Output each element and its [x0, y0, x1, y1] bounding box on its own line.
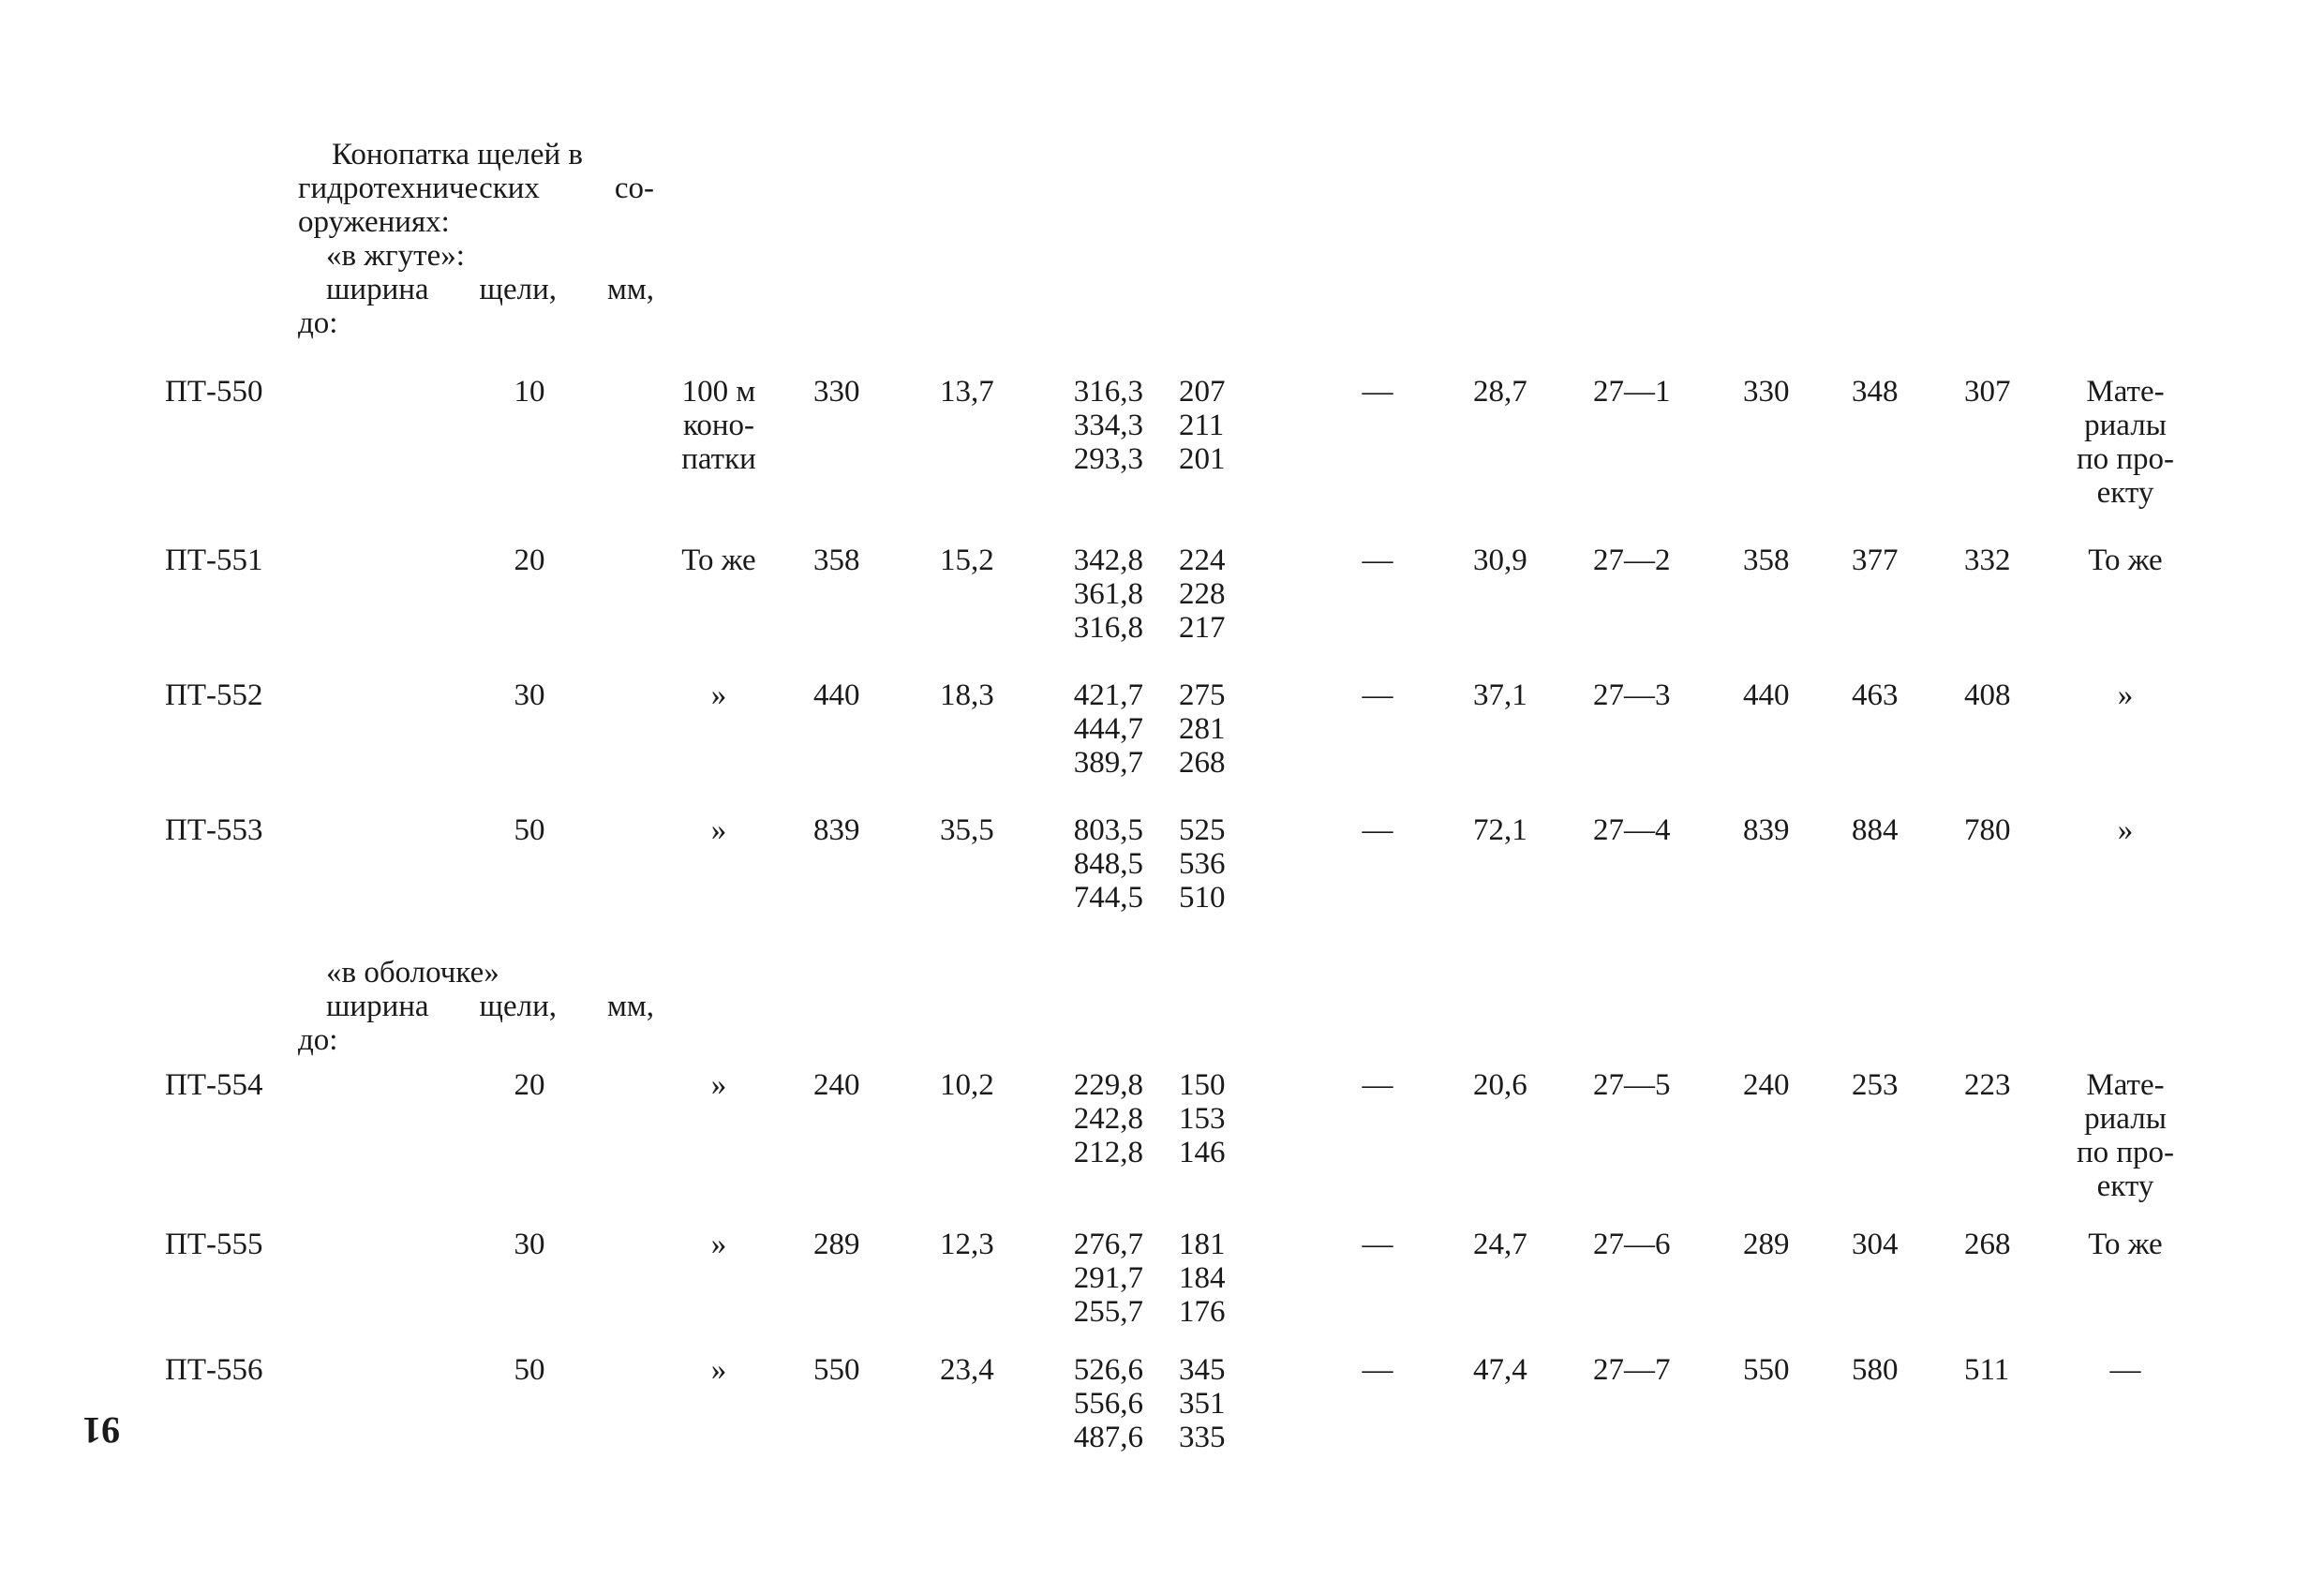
value-col4-line: 176: [1179, 1295, 1226, 1329]
unit-of-measure-line: »: [710, 1353, 727, 1387]
header-line: «в жгуте»:: [326, 239, 465, 273]
unit-of-measure: [653, 678, 784, 712]
value-col3-line: 526,6: [1073, 1353, 1143, 1387]
value-col8: 358: [1743, 543, 1790, 577]
subheader-line: «в оболочке»: [326, 956, 499, 990]
unit-of-measure: [653, 1228, 784, 1261]
value-col2: 15,2: [940, 543, 994, 577]
header-line: оружениях:: [298, 205, 450, 239]
value-col10: 408: [1964, 678, 2011, 712]
value-col6: 20,6: [1473, 1068, 1527, 1102]
value-col4: [1179, 375, 1226, 476]
value-col3-line: 291,7: [1073, 1261, 1143, 1295]
value-col3-line: 444,7: [1073, 712, 1143, 746]
header-line: до:: [298, 306, 338, 340]
row-code: ПТ-552: [165, 678, 263, 712]
value-col4-line: 150: [1179, 1068, 1226, 1102]
value-col8: 289: [1743, 1228, 1790, 1261]
row-code: ПТ-556: [165, 1353, 263, 1387]
value-col3-line: 342,8: [1073, 543, 1143, 577]
value-col10: 511: [1964, 1353, 2010, 1387]
value-col10: 268: [1964, 1228, 2011, 1261]
value-col4: [1179, 678, 1226, 780]
value-col4-line: 146: [1179, 1136, 1226, 1169]
gap-width: 50: [514, 1353, 545, 1387]
reference-code: 27—7: [1593, 1353, 1671, 1387]
header-line: гидротехнических со-: [298, 171, 654, 205]
note: [2050, 375, 2200, 510]
value-col6: 24,7: [1473, 1228, 1527, 1261]
value-col6: 30,9: [1473, 543, 1527, 577]
reference-code: 27—1: [1593, 375, 1671, 409]
value-col3: [1050, 678, 1143, 780]
header-line: Конопатка щелей в: [332, 138, 583, 171]
value-col3: [1050, 1068, 1143, 1169]
value-col1: 330: [813, 375, 860, 409]
note-line: екту: [2096, 476, 2154, 510]
value-col3: [1050, 1353, 1143, 1454]
value-col3-line: 293,3: [1073, 442, 1143, 476]
note-line: То же: [2088, 543, 2163, 577]
value-col2: 12,3: [940, 1228, 994, 1261]
note: [2050, 1228, 2200, 1261]
value-col5: —: [1362, 375, 1393, 409]
unit-of-measure: [653, 375, 784, 476]
row-code: ПТ-555: [165, 1228, 263, 1261]
unit-of-measure: [653, 543, 784, 577]
gap-width: 20: [514, 1068, 545, 1102]
value-col2: 18,3: [940, 678, 994, 712]
subheader-line: до:: [298, 1023, 338, 1057]
unit-of-measure-line: »: [710, 1068, 727, 1102]
note-line: »: [2117, 678, 2134, 712]
header-line: ширина щели, мм,: [326, 273, 654, 306]
value-col3: [1050, 375, 1143, 476]
value-col3: [1050, 813, 1143, 915]
gap-width: 30: [514, 1228, 545, 1261]
value-col1: 240: [813, 1068, 860, 1102]
unit-of-measure-line: патки: [681, 442, 756, 476]
value-col3-line: 316,8: [1073, 611, 1143, 645]
note: [2050, 813, 2200, 847]
value-col4-line: 201: [1179, 442, 1226, 476]
value-col4-line: 228: [1179, 577, 1226, 611]
note-line: по про-: [2076, 1136, 2175, 1169]
reference-code: 27—4: [1593, 813, 1671, 847]
value-col2: 10,2: [940, 1068, 994, 1102]
reference-code: 27—3: [1593, 678, 1671, 712]
value-col3-line: 389,7: [1073, 746, 1143, 780]
value-col4: [1179, 543, 1226, 645]
unit-of-measure: [653, 813, 784, 847]
value-col3-line: 229,8: [1073, 1068, 1143, 1102]
value-col9: 253: [1852, 1068, 1899, 1102]
value-col2: 23,4: [940, 1353, 994, 1387]
note-line: риалы: [2084, 1102, 2167, 1136]
value-col4-line: 335: [1179, 1421, 1226, 1454]
value-col3-line: 421,7: [1073, 678, 1143, 712]
value-col4-line: 184: [1179, 1261, 1226, 1295]
value-col3-line: 255,7: [1073, 1295, 1143, 1329]
note-line: Мате-: [2086, 1068, 2165, 1102]
value-col5: —: [1362, 813, 1393, 847]
note-line: риалы: [2084, 409, 2167, 442]
row-code: ПТ-553: [165, 813, 263, 847]
value-col8: 440: [1743, 678, 1790, 712]
unit-of-measure-line: 100 м: [681, 375, 756, 409]
value-col2: 13,7: [940, 375, 994, 409]
note: [2050, 678, 2200, 712]
note-line: екту: [2096, 1169, 2154, 1203]
value-col4-line: 181: [1179, 1228, 1226, 1261]
value-col9: 884: [1852, 813, 1899, 847]
unit-of-measure-line: »: [710, 813, 727, 847]
note-line: —: [2109, 1353, 2141, 1387]
value-col4-line: 153: [1179, 1102, 1226, 1136]
value-col4-line: 211: [1179, 409, 1225, 442]
value-col1: 440: [813, 678, 860, 712]
note-line: Мате-: [2086, 375, 2165, 409]
value-col5: —: [1362, 1068, 1393, 1102]
note-line: по про-: [2076, 442, 2175, 476]
value-col10: 332: [1964, 543, 2011, 577]
reference-code: 27—2: [1593, 543, 1671, 577]
gap-width: 10: [514, 375, 545, 409]
value-col4-line: 345: [1179, 1353, 1226, 1387]
value-col5: —: [1362, 543, 1393, 577]
row-code: ПТ-554: [165, 1068, 263, 1102]
value-col4-line: 268: [1179, 746, 1226, 780]
value-col4: [1179, 1068, 1226, 1169]
value-col1: 839: [813, 813, 860, 847]
value-col3-line: 316,3: [1073, 375, 1143, 409]
section-header: [298, 138, 654, 340]
value-col8: 330: [1743, 375, 1790, 409]
value-col2: 35,5: [940, 813, 994, 847]
unit-of-measure-line: »: [710, 1228, 727, 1261]
value-col9: 348: [1852, 375, 1899, 409]
unit-of-measure-line: То же: [681, 543, 756, 577]
value-col3: [1050, 1228, 1143, 1329]
reference-code: 27—5: [1593, 1068, 1671, 1102]
value-col4-line: 536: [1179, 847, 1226, 881]
value-col3-line: 212,8: [1073, 1136, 1143, 1169]
value-col1: 289: [813, 1228, 860, 1261]
value-col8: 240: [1743, 1068, 1790, 1102]
unit-of-measure: [653, 1353, 784, 1387]
value-col1: 550: [813, 1353, 860, 1387]
value-col4-line: 217: [1179, 611, 1226, 645]
value-col5: —: [1362, 678, 1393, 712]
row-code: ПТ-551: [165, 543, 263, 577]
value-col6: 47,4: [1473, 1353, 1527, 1387]
value-col3: [1050, 543, 1143, 645]
value-col9: 580: [1852, 1353, 1899, 1387]
value-col5: —: [1362, 1353, 1393, 1387]
value-col6: 37,1: [1473, 678, 1527, 712]
value-col9: 377: [1852, 543, 1899, 577]
note: [2050, 1068, 2200, 1203]
note-line: »: [2117, 813, 2134, 847]
value-col4-line: 525: [1179, 813, 1226, 847]
value-col9: 463: [1852, 678, 1899, 712]
value-col4-line: 275: [1179, 678, 1226, 712]
value-col4-line: 510: [1179, 881, 1226, 915]
value-col4: [1179, 1353, 1226, 1454]
value-col10: 780: [1964, 813, 2011, 847]
value-col3-line: 334,3: [1073, 409, 1143, 442]
value-col4-line: 207: [1179, 375, 1226, 409]
value-col4-line: 281: [1179, 712, 1226, 746]
gap-width: 30: [514, 678, 545, 712]
note-line: То же: [2088, 1228, 2163, 1261]
value-col3-line: 242,8: [1073, 1102, 1143, 1136]
value-col3-line: 361,8: [1073, 577, 1143, 611]
value-col4: [1179, 813, 1226, 915]
gap-width: 50: [514, 813, 545, 847]
value-col6: 72,1: [1473, 813, 1527, 847]
value-col3-line: 744,5: [1073, 881, 1143, 915]
value-col9: 304: [1852, 1228, 1899, 1261]
value-col8: 839: [1743, 813, 1790, 847]
value-col6: 28,7: [1473, 375, 1527, 409]
note: [2050, 1353, 2200, 1387]
page-number: 91: [82, 1409, 120, 1452]
value-col4: [1179, 1228, 1226, 1329]
value-col4-line: 351: [1179, 1387, 1226, 1421]
row-code: ПТ-550: [165, 375, 263, 409]
unit-of-measure: [653, 1068, 784, 1102]
value-col5: —: [1362, 1228, 1393, 1261]
value-col3-line: 556,6: [1073, 1387, 1143, 1421]
value-col4-line: 224: [1179, 543, 1226, 577]
value-col3-line: 276,7: [1073, 1228, 1143, 1261]
value-col10: 307: [1964, 375, 2011, 409]
unit-of-measure-line: »: [710, 678, 727, 712]
value-col10: 223: [1964, 1068, 2011, 1102]
value-col3-line: 803,5: [1073, 813, 1143, 847]
value-col3-line: 487,6: [1073, 1421, 1143, 1454]
subsection-header: [298, 956, 654, 1057]
unit-of-measure-line: коно-: [682, 409, 754, 442]
value-col1: 358: [813, 543, 860, 577]
gap-width: 20: [514, 543, 545, 577]
subheader-line: ширина щели, мм,: [326, 990, 654, 1023]
reference-code: 27—6: [1593, 1228, 1671, 1261]
value-col8: 550: [1743, 1353, 1790, 1387]
value-col3-line: 848,5: [1073, 847, 1143, 881]
note: [2050, 543, 2200, 577]
